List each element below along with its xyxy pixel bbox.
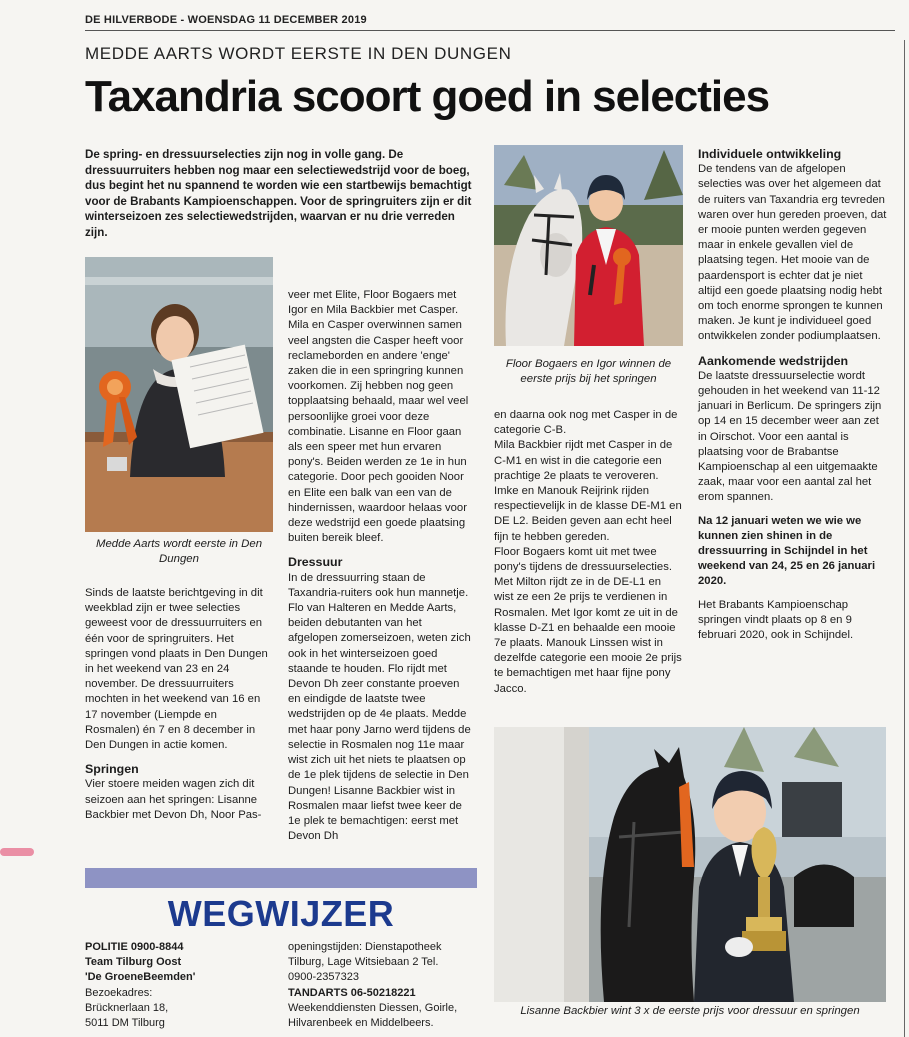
paragraph: Sinds de laatste berichtgeving in dit weekblad zijn er twee selecties geweest voor de dressuurruiters en één voor de springruiters. Het springen vond plaats in Den Dungen in het weekend van 23 en 24 november. De dressuurruiters mochten in het weekend van 16 en 17 november (Liempde en Rosmalen) én 7 en 8 december in Den Dungen in actie komen. xyxy=(85,587,268,752)
tel-line: 0900-2357323 xyxy=(288,971,359,984)
article-column-1 xyxy=(85,586,273,823)
photo-caption: Floor Bogaers en Igor winnen de eerste prijs bij het springen xyxy=(505,358,672,385)
article-column-4 xyxy=(698,147,888,643)
paragraph: Het Brabants Kampioenschap springen vindt plaats op 8 en 9 februari 2020, ook in Schijndel. xyxy=(698,598,854,642)
photo-illustration xyxy=(85,257,273,532)
top-rule xyxy=(85,30,895,31)
paragraph: De tendens van de afgelopen selecties was over het algemeen dat de ruiters van Taxandria erg tevreden waren over hun gereden proeven, dat er mooie punten werden gegeven maar in enkele gevallen viel de plaatsing tegen. Het mooie van de paardensport is echter dat je niet altijd een goede plaatsing nodig hebt om toch enorme sprongen te kunnen maken. Je kunt je individueel goed ontwikkelen zonder podiumplaatsen. xyxy=(698,163,887,343)
paragraph: en daarna ook nog met Casper in de categorie C-B. xyxy=(494,409,678,437)
photo-illustration xyxy=(494,145,683,346)
photo-illustration xyxy=(494,727,886,1002)
photo-medde-aarts xyxy=(85,257,273,532)
photo-floor-bogaers xyxy=(494,145,683,346)
bezoek-line: Bezoekadres: xyxy=(85,986,153,999)
headline: Taxandria scoort goed in selecties xyxy=(85,72,770,121)
wegwijzer-title: WEGWIJZER xyxy=(167,893,395,934)
groene-line: 'De GroeneBeemden' xyxy=(85,971,196,984)
paragraph: Vier stoere meiden wagen zich dit seizoen aan het springen: Lisanne Backbier met Devon Dh, Noor Pas- xyxy=(85,778,262,821)
openingstijden-line: openingstijden: Dienstapotheek Tilburg, Lage Witsiebaan 2 Tel. xyxy=(288,941,442,969)
weekend-line: Weekenddiensten Diessen, Goirle, Hilvarenbeek en Middelbeers. xyxy=(288,1001,458,1030)
kicker: MEDDE AARTS WORDT EERSTE IN DEN DUNGEN xyxy=(85,44,512,63)
photo-caption: Lisanne Backbier wint 3 x de eerste prijs voor dressuur en springen xyxy=(520,1005,860,1017)
team-line: Team Tilburg Oost xyxy=(85,956,182,969)
subheading-aankomende: Aankomende wedstrijden xyxy=(698,353,849,368)
straat-line: Brücknerlaan 18, xyxy=(85,1001,169,1014)
highlight-mark xyxy=(0,848,34,856)
masthead: DE HILVERBODE - WOENSDAG 11 DECEMBER 2019 xyxy=(85,14,367,26)
paragraph-bold: Na 12 januari weten we wie we kunnen zien shinen in de dressuurring in Schijndel in het weekend van 24, 25 en 26 januari 2020. xyxy=(698,514,876,588)
wegwijzer-column-2 xyxy=(288,940,476,1031)
paragraph: In de dressuurring staan de Taxandria-ruiters ook hun mannetje. Flo van Halteren en Medde Aarts, beiden debutanten van het afgelopen zomerseizoen, weten zich ook in het winterseizoen goed staande te houden. Flo rijdt met Devon Dh zeer constante proeven en eindigde de laatste twee wedstrijden op de 4e plaats. Medde met haar pony Jarno werd tijdens de selectie in Rosmalen nog 11e maar wist zich uit het niets te plaatsen op de 1e plek tijdens de selectie in Den Dungen! Lisanne Backbier wist in Rosmalen maar liefst twee keer de 1e plek te bemachtigen: eerst met Devon Dh xyxy=(288,571,471,843)
subheading-individuele: Individuele ontwikkeling xyxy=(698,147,842,161)
subheading-dressuur: Dressuur xyxy=(288,555,343,570)
paragraph: Floor Bogaers komt uit met twee pony's tijdens de dressuurselecties. Met Milton rijdt ze in de DE-L1 en wist ze een 2e prijs te verdienen in Rosmalen. Met Igor komt ze uit in de klasse D-Z1 en behaalde een mooie 7e plaats. Manouk Linssen wist in dezelfde categorie een mooie 2e prijs te bemachtigen met haar fijne pony Jacco. xyxy=(494,545,682,695)
photo-caption: Medde Aarts wordt eerste in Den Dungen xyxy=(95,538,263,565)
postcode-line: 5011 DM Tilburg xyxy=(85,1017,165,1030)
subheading-springen: Springen xyxy=(85,762,139,777)
tandarts-line: TANDARTS 06-50218221 xyxy=(288,986,416,999)
paragraph: veer met Elite, Floor Bogaers met Igor en Mila Backbier met Casper. Mila en Casper overwinnen samen veel angsten die Casper heeft voor reclameborden en andere 'enge' zaken die in een springring kunnen voorkomen. Zij hebben nog geen topplaatsing behaald, maar wel veel persoonlijke groei voor deze combinatie. Lisanne en Floor gaan als een speer met hun ervaren pony's. Beiden werden ze 1e in hun categorie. Door pech gooiden Noor en Elite een balk van een van de hindernissen, waardoor helaas voor deze wedstrijd een goede plaatsing buiten bereik bleef. xyxy=(288,289,469,545)
article-column-3 xyxy=(494,408,683,697)
article-column-2 xyxy=(288,288,474,844)
page-edge-rule xyxy=(904,40,905,1037)
wegwijzer-column-1 xyxy=(85,940,275,1031)
photo-lisanne-backbier xyxy=(494,727,886,1002)
paragraph: De laatste dressuurselectie wordt gehouden in het weekend van 11-12 januari in Berlicum. De springers zijn op 14 en 15 december weer aan zet in Oirschot. Voor een aantal is plaatsing voor de Brabantse Kampioenschap al een uitgemaakte zaak, maar voor een aantal zal het erom spannen. xyxy=(698,369,882,504)
paragraph: Mila Backbier rijdt met Casper in de C-M1 en wist in die categorie een prachtige 2e plaats te veroveren. Imke en Manouk Reijrink rijden respectievelijk in de klasse DE-M1 en DE L2. Beiden geven aan echt heel fijn te hebben gereden. xyxy=(494,439,682,543)
wegwijzer-bar xyxy=(85,868,477,888)
lead-paragraph: De spring- en dressuurselecties zijn nog in volle gang. De dressuurruiters hebben nog maar een selectiewedstrijd voor de boeg, dus begint het nu spannend te worden wie een startbewijs bemachtigt voor de Brabants Kampioenschappen. Voor de springruiters zijn er dit winterseizoen zes selectiewedstrijden, waarvan er nu drie verreden zijn. xyxy=(85,148,472,239)
politie-line: POLITIE 0900-8844 xyxy=(85,941,184,953)
